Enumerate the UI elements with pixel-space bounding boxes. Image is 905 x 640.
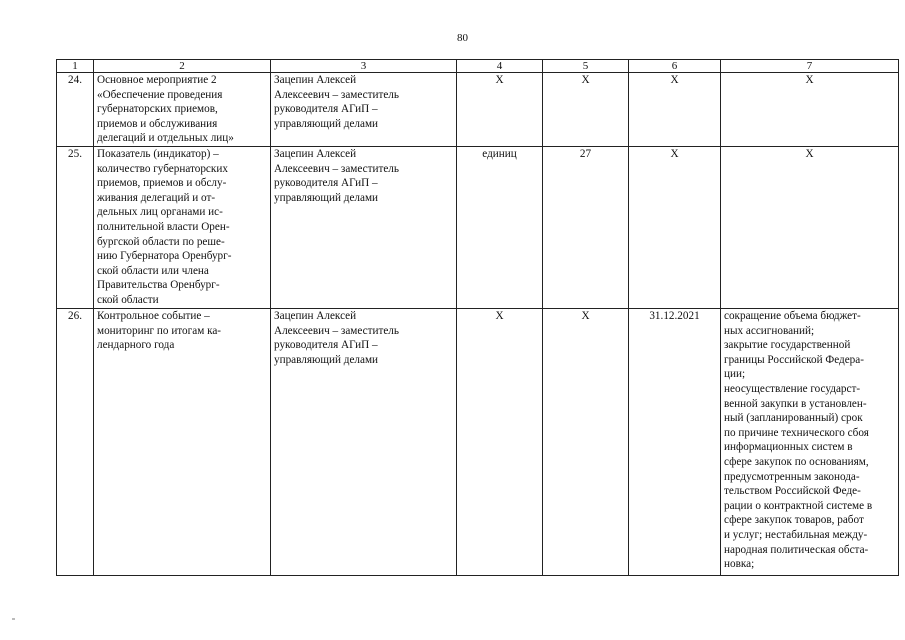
responsible-person-cell-line: управляющий делами: [274, 353, 379, 366]
activity-name-cell: [94, 309, 271, 576]
activity-name-cell-line: дельных лиц органами ис-: [97, 206, 223, 219]
scan-artifact: [12, 618, 15, 620]
responsible-person-cell-line: Зацепин Алексей: [274, 74, 357, 86]
risk-cell-line: информационных систем в: [724, 441, 853, 454]
document-table: [56, 59, 899, 576]
unit-cell: Х: [457, 309, 543, 576]
header-cell-2: 2: [94, 60, 271, 73]
risk-cell-line: рации о контрактной системе в: [724, 499, 873, 512]
risk-cell-line: сфере закупок по основаниям,: [724, 455, 869, 468]
responsible-person-cell-line: Алексеевич – заместитель: [274, 88, 399, 101]
responsible-person-cell-line: Зацепин Алексей: [274, 310, 357, 322]
activity-name-cell-line: Показатель (индикатор) –: [97, 148, 219, 160]
unit-cell: Х: [457, 73, 543, 147]
activity-name-cell-line: приемов и обслуживания: [97, 117, 218, 130]
activity-name-cell-line: ской области или члена: [97, 264, 209, 277]
activity-name-cell-line: Правительства Оренбург-: [97, 279, 220, 292]
activity-name-cell: [94, 147, 271, 309]
responsible-person-cell-line: управляющий делами: [274, 117, 379, 130]
header-cell-6: 6: [629, 60, 721, 73]
risk-cell-line: новка;: [724, 558, 755, 571]
risk-cell-line: Х: [805, 148, 814, 160]
date-cell: 31.12.2021: [629, 309, 721, 576]
activity-name-cell-line: живания делегаций и от-: [97, 191, 216, 204]
risk-cell-line: неосуществление государст-: [724, 382, 861, 395]
value-cell: Х: [543, 73, 629, 147]
responsible-person-cell-line: Зацепин Алексей: [274, 148, 357, 160]
risk-cell-line: ных ассигнований;: [724, 324, 815, 337]
activity-name-cell-line: полнительной власти Орен-: [97, 220, 230, 233]
responsible-person-cell-line: руководителя АГиП –: [274, 103, 378, 116]
activity-name-cell-line: нию Губернатора Оренбург-: [97, 250, 232, 263]
responsible-person-cell-line: руководителя АГиП –: [274, 177, 378, 190]
responsible-person-cell-line: Алексеевич – заместитель: [274, 162, 399, 175]
responsible-person-cell-line: управляющий делами: [274, 191, 379, 204]
activity-name-cell-line: губернаторских приемов,: [97, 103, 218, 116]
risk-cell-line: ный (запланированный) срок: [724, 412, 863, 425]
activity-name-cell-line: Основное мероприятие 2: [97, 74, 217, 86]
table-row: [57, 73, 899, 147]
risk-cell-line: по причине технического сбоя: [724, 426, 869, 439]
responsible-person-cell: [271, 309, 457, 576]
risk-cell: [721, 147, 899, 309]
risk-cell-line: и услуг; нестабильная между-: [724, 528, 868, 541]
risk-cell-line: границы Российской Федера-: [724, 353, 864, 366]
page-number: 80: [457, 32, 468, 44]
responsible-person-cell-line: Алексеевич – заместитель: [274, 324, 399, 337]
header-cell-1: 1: [57, 60, 94, 73]
activity-name-cell-line: Контрольное событие –: [97, 310, 210, 322]
responsible-person-cell: [271, 73, 457, 147]
risk-cell-line: венной закупки в установлен-: [724, 397, 867, 410]
date-cell: Х: [629, 73, 721, 147]
activity-name-cell-line: приемов, приемов и обслу-: [97, 177, 227, 190]
row-number-cell: 26.: [57, 309, 94, 576]
date-cell: Х: [629, 147, 721, 309]
header-cell-3: 3: [271, 60, 457, 73]
activity-name-cell-line: бургской области по реше-: [97, 235, 225, 248]
risk-cell-line: сокращение объема бюджет-: [724, 310, 861, 322]
responsible-person-cell: [271, 147, 457, 309]
activity-name-cell-line: мониторинг по итогам ка-: [97, 324, 222, 337]
risk-cell-line: закрытие государственной: [724, 339, 851, 352]
activity-name-cell-line: «Обеспечение проведения: [97, 88, 223, 101]
risk-cell-line: ции;: [724, 368, 746, 381]
risk-cell-line: тельством Российской Феде-: [724, 485, 861, 498]
risk-cell-line: народная политическая обста-: [724, 543, 869, 556]
risk-cell: [721, 309, 899, 576]
risk-cell: [721, 73, 899, 147]
activity-name-cell-line: ской области: [97, 293, 159, 306]
table-row: [57, 147, 899, 309]
table-row: [57, 309, 899, 576]
header-cell-4: 4: [457, 60, 543, 73]
header-cell-5: 5: [543, 60, 629, 73]
risk-cell-line: Х: [805, 74, 814, 86]
header-row: [57, 60, 899, 73]
row-number-cell: 25.: [57, 147, 94, 309]
risk-cell-line: сфере закупок товаров, работ: [724, 514, 864, 527]
responsible-person-cell-line: руководителя АГиП –: [274, 339, 378, 352]
value-cell: Х: [543, 309, 629, 576]
unit-cell: единиц: [457, 147, 543, 309]
activity-name-cell: [94, 73, 271, 147]
risk-cell-line: предусмотренным законода-: [724, 470, 860, 483]
activity-name-cell-line: делегаций и отдельных лиц»: [97, 132, 234, 145]
activity-name-cell-line: количество губернаторских: [97, 162, 228, 175]
row-number-cell: 24.: [57, 73, 94, 147]
header-cell-7: 7: [721, 60, 899, 73]
value-cell: 27: [543, 147, 629, 309]
activity-name-cell-line: лендарного года: [97, 339, 175, 352]
